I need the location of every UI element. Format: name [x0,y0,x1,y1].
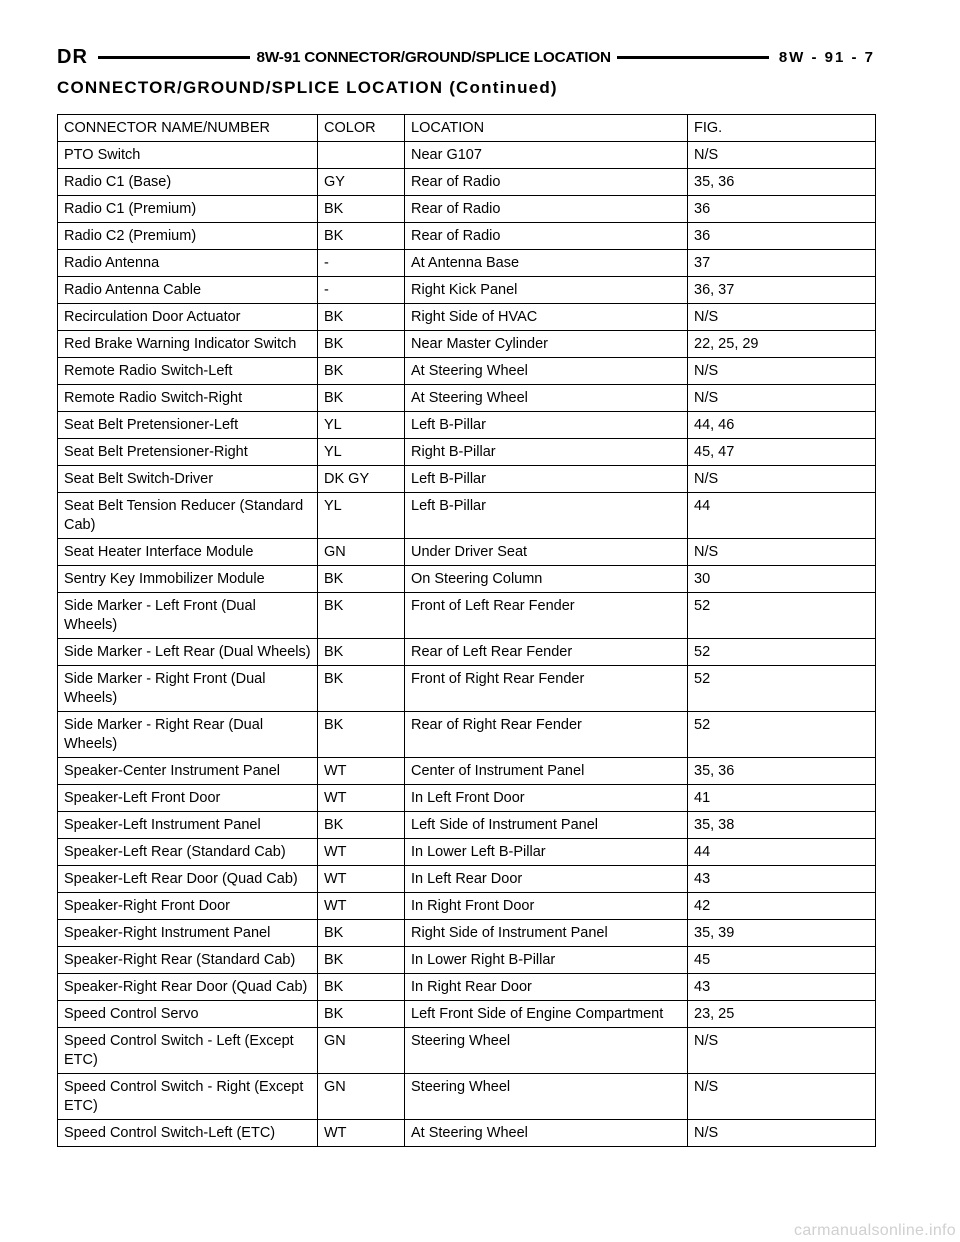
cell-connector-name: Speed Control Switch-Left (ETC) [58,1120,318,1147]
cell-location: Right Side of Instrument Panel [405,920,688,947]
cell-connector-name: Speaker-Center Instrument Panel [58,758,318,785]
table-row [58,666,876,712]
table-row [58,196,876,223]
cell-connector-name: Sentry Key Immobilizer Module [58,566,318,593]
table-row [58,812,876,839]
cell-location: Left Side of Instrument Panel [405,812,688,839]
cell-location: In Lower Left B-Pillar [405,839,688,866]
cell-color: GN [318,539,405,566]
cell-fig: 42 [688,893,876,920]
cell-fig: 52 [688,639,876,666]
cell-connector-name: Speed Control Switch - Left (Except ETC) [58,1028,318,1074]
table-row [58,439,876,466]
cell-color: - [318,277,405,304]
cell-connector-name: Radio C1 (Base) [58,169,318,196]
cell-location: Rear of Radio [405,223,688,250]
cell-fig: 52 [688,712,876,758]
cell-fig: 35, 36 [688,169,876,196]
table-row [58,866,876,893]
cell-fig: 35, 36 [688,758,876,785]
cell-fig: 52 [688,593,876,639]
table-row [58,920,876,947]
table-row [58,712,876,758]
table-row [58,539,876,566]
table-row [58,593,876,639]
cell-connector-name: PTO Switch [58,142,318,169]
page-header [57,46,875,68]
cell-fig: N/S [688,385,876,412]
cell-fig: 44 [688,839,876,866]
cell-connector-name: Seat Belt Pretensioner-Right [58,439,318,466]
cell-connector-name: Speaker-Right Front Door [58,893,318,920]
cell-fig: 36, 37 [688,277,876,304]
header-rule-right [617,56,769,59]
cell-location: At Steering Wheel [405,1120,688,1147]
cell-fig: 22, 25, 29 [688,331,876,358]
cell-location: At Antenna Base [405,250,688,277]
table-row [58,974,876,1001]
cell-connector-name: Seat Belt Pretensioner-Left [58,412,318,439]
cell-color: BK [318,1001,405,1028]
cell-color: WT [318,893,405,920]
cell-location: Right B-Pillar [405,439,688,466]
cell-color: DK GY [318,466,405,493]
page-number: 8W - 91 - 7 [778,48,876,66]
cell-connector-name: Seat Heater Interface Module [58,539,318,566]
table-row [58,1120,876,1147]
cell-color: WT [318,1120,405,1147]
cell-fig: 45, 47 [688,439,876,466]
cell-location: Near G107 [405,142,688,169]
cell-connector-name: Recirculation Door Actuator [58,304,318,331]
cell-connector-name: Seat Belt Tension Reducer (Standard Cab) [58,493,318,539]
cell-connector-name: Speaker-Left Rear (Standard Cab) [58,839,318,866]
cell-color: BK [318,593,405,639]
cell-color: BK [318,566,405,593]
cell-fig: 45 [688,947,876,974]
cell-fig: 43 [688,974,876,1001]
cell-color: BK [318,223,405,250]
cell-location: At Steering Wheel [405,358,688,385]
cell-connector-name: Speaker-Left Front Door [58,785,318,812]
cell-color: WT [318,866,405,893]
cell-location: Rear of Right Rear Fender [405,712,688,758]
table-body [58,142,876,1147]
table-row [58,893,876,920]
table-row [58,385,876,412]
cell-location: In Left Front Door [405,785,688,812]
cell-fig: N/S [688,539,876,566]
cell-fig: 35, 39 [688,920,876,947]
cell-location: Left Front Side of Engine Compartment [405,1001,688,1028]
cell-color: WT [318,785,405,812]
cell-connector-name: Red Brake Warning Indicator Switch [58,331,318,358]
cell-color: GN [318,1028,405,1074]
table-row [58,412,876,439]
cell-color: YL [318,439,405,466]
table-row [58,358,876,385]
column-header-connector: CONNECTOR NAME/NUMBER [58,115,318,142]
cell-color [318,142,405,169]
table-header-row [58,115,876,142]
cell-color: YL [318,412,405,439]
cell-connector-name: Radio Antenna Cable [58,277,318,304]
cell-color: YL [318,493,405,539]
table-row [58,758,876,785]
cell-connector-name: Speaker-Right Instrument Panel [58,920,318,947]
cell-connector-name: Seat Belt Switch-Driver [58,466,318,493]
cell-color: BK [318,639,405,666]
cell-fig: N/S [688,142,876,169]
cell-connector-name: Radio C1 (Premium) [58,196,318,223]
table-row [58,142,876,169]
cell-connector-name: Side Marker - Right Front (Dual Wheels) [58,666,318,712]
cell-connector-name: Side Marker - Left Rear (Dual Wheels) [58,639,318,666]
table-row [58,250,876,277]
cell-location: Rear of Left Rear Fender [405,639,688,666]
cell-fig: 36 [688,223,876,250]
column-header-location: LOCATION [405,115,688,142]
cell-location: Steering Wheel [405,1074,688,1120]
cell-fig: N/S [688,1028,876,1074]
cell-connector-name: Speed Control Switch - Right (Except ETC) [58,1074,318,1120]
cell-color: WT [318,758,405,785]
table-row [58,639,876,666]
cell-fig: 37 [688,250,876,277]
cell-location: Front of Left Rear Fender [405,593,688,639]
cell-color: BK [318,666,405,712]
cell-fig: 35, 38 [688,812,876,839]
cell-color: GY [318,169,405,196]
cell-location: Steering Wheel [405,1028,688,1074]
cell-connector-name: Speaker-Left Instrument Panel [58,812,318,839]
vehicle-code: DR [57,45,88,68]
cell-color: BK [318,712,405,758]
cell-location: Near Master Cylinder [405,331,688,358]
table-row [58,1001,876,1028]
cell-connector-name: Speaker-Right Rear Door (Quad Cab) [58,974,318,1001]
table-row [58,839,876,866]
cell-fig: N/S [688,304,876,331]
table-row [58,1028,876,1074]
cell-color: BK [318,947,405,974]
cell-fig: 41 [688,785,876,812]
page-subtitle: CONNECTOR/GROUND/SPLICE LOCATION (Continued) [57,78,558,97]
cell-location: Under Driver Seat [405,539,688,566]
table-row [58,947,876,974]
cell-fig: 44, 46 [688,412,876,439]
cell-color: WT [318,839,405,866]
cell-location: Rear of Radio [405,169,688,196]
cell-connector-name: Speaker-Right Rear (Standard Cab) [58,947,318,974]
cell-location: In Lower Right B-Pillar [405,947,688,974]
cell-connector-name: Side Marker - Right Rear (Dual Wheels) [58,712,318,758]
cell-location: In Left Rear Door [405,866,688,893]
cell-location: At Steering Wheel [405,385,688,412]
header-rule-left [98,56,250,59]
cell-connector-name: Side Marker - Left Front (Dual Wheels) [58,593,318,639]
cell-fig: 44 [688,493,876,539]
cell-color: BK [318,974,405,1001]
cell-fig: 52 [688,666,876,712]
cell-location: Center of Instrument Panel [405,758,688,785]
cell-color: BK [318,196,405,223]
cell-location: In Right Front Door [405,893,688,920]
cell-fig: N/S [688,1074,876,1120]
cell-connector-name: Speed Control Servo [58,1001,318,1028]
cell-location: Right Side of HVAC [405,304,688,331]
cell-connector-name: Speaker-Left Rear Door (Quad Cab) [58,866,318,893]
cell-fig: N/S [688,358,876,385]
table-row [58,493,876,539]
cell-fig: 36 [688,196,876,223]
cell-location: Rear of Radio [405,196,688,223]
section-title: 8W-91 CONNECTOR/GROUND/SPLICE LOCATION [256,48,611,66]
cell-connector-name: Radio Antenna [58,250,318,277]
cell-color: BK [318,358,405,385]
cell-color: BK [318,304,405,331]
cell-location: Left B-Pillar [405,412,688,439]
cell-connector-name: Radio C2 (Premium) [58,223,318,250]
cell-location: Right Kick Panel [405,277,688,304]
cell-connector-name: Remote Radio Switch-Right [58,385,318,412]
watermark: carmanualsonline.info [794,1222,956,1239]
cell-fig: 30 [688,566,876,593]
cell-fig: N/S [688,466,876,493]
table-row [58,169,876,196]
cell-fig: N/S [688,1120,876,1147]
table-row [58,785,876,812]
cell-color: BK [318,920,405,947]
cell-location: Left B-Pillar [405,493,688,539]
cell-color: - [318,250,405,277]
cell-fig: 23, 25 [688,1001,876,1028]
cell-color: GN [318,1074,405,1120]
table-row [58,466,876,493]
cell-color: BK [318,385,405,412]
cell-color: BK [318,331,405,358]
column-header-color: COLOR [318,115,405,142]
cell-fig: 43 [688,866,876,893]
table-row [58,566,876,593]
table-row [58,304,876,331]
cell-location: On Steering Column [405,566,688,593]
table-row [58,277,876,304]
table-row [58,1074,876,1120]
table-row [58,331,876,358]
table-row [58,223,876,250]
column-header-fig: FIG. [688,115,876,142]
connector-location-table [57,114,876,1147]
cell-color: BK [318,812,405,839]
cell-location: Front of Right Rear Fender [405,666,688,712]
cell-location: In Right Rear Door [405,974,688,1001]
cell-connector-name: Remote Radio Switch-Left [58,358,318,385]
cell-location: Left B-Pillar [405,466,688,493]
